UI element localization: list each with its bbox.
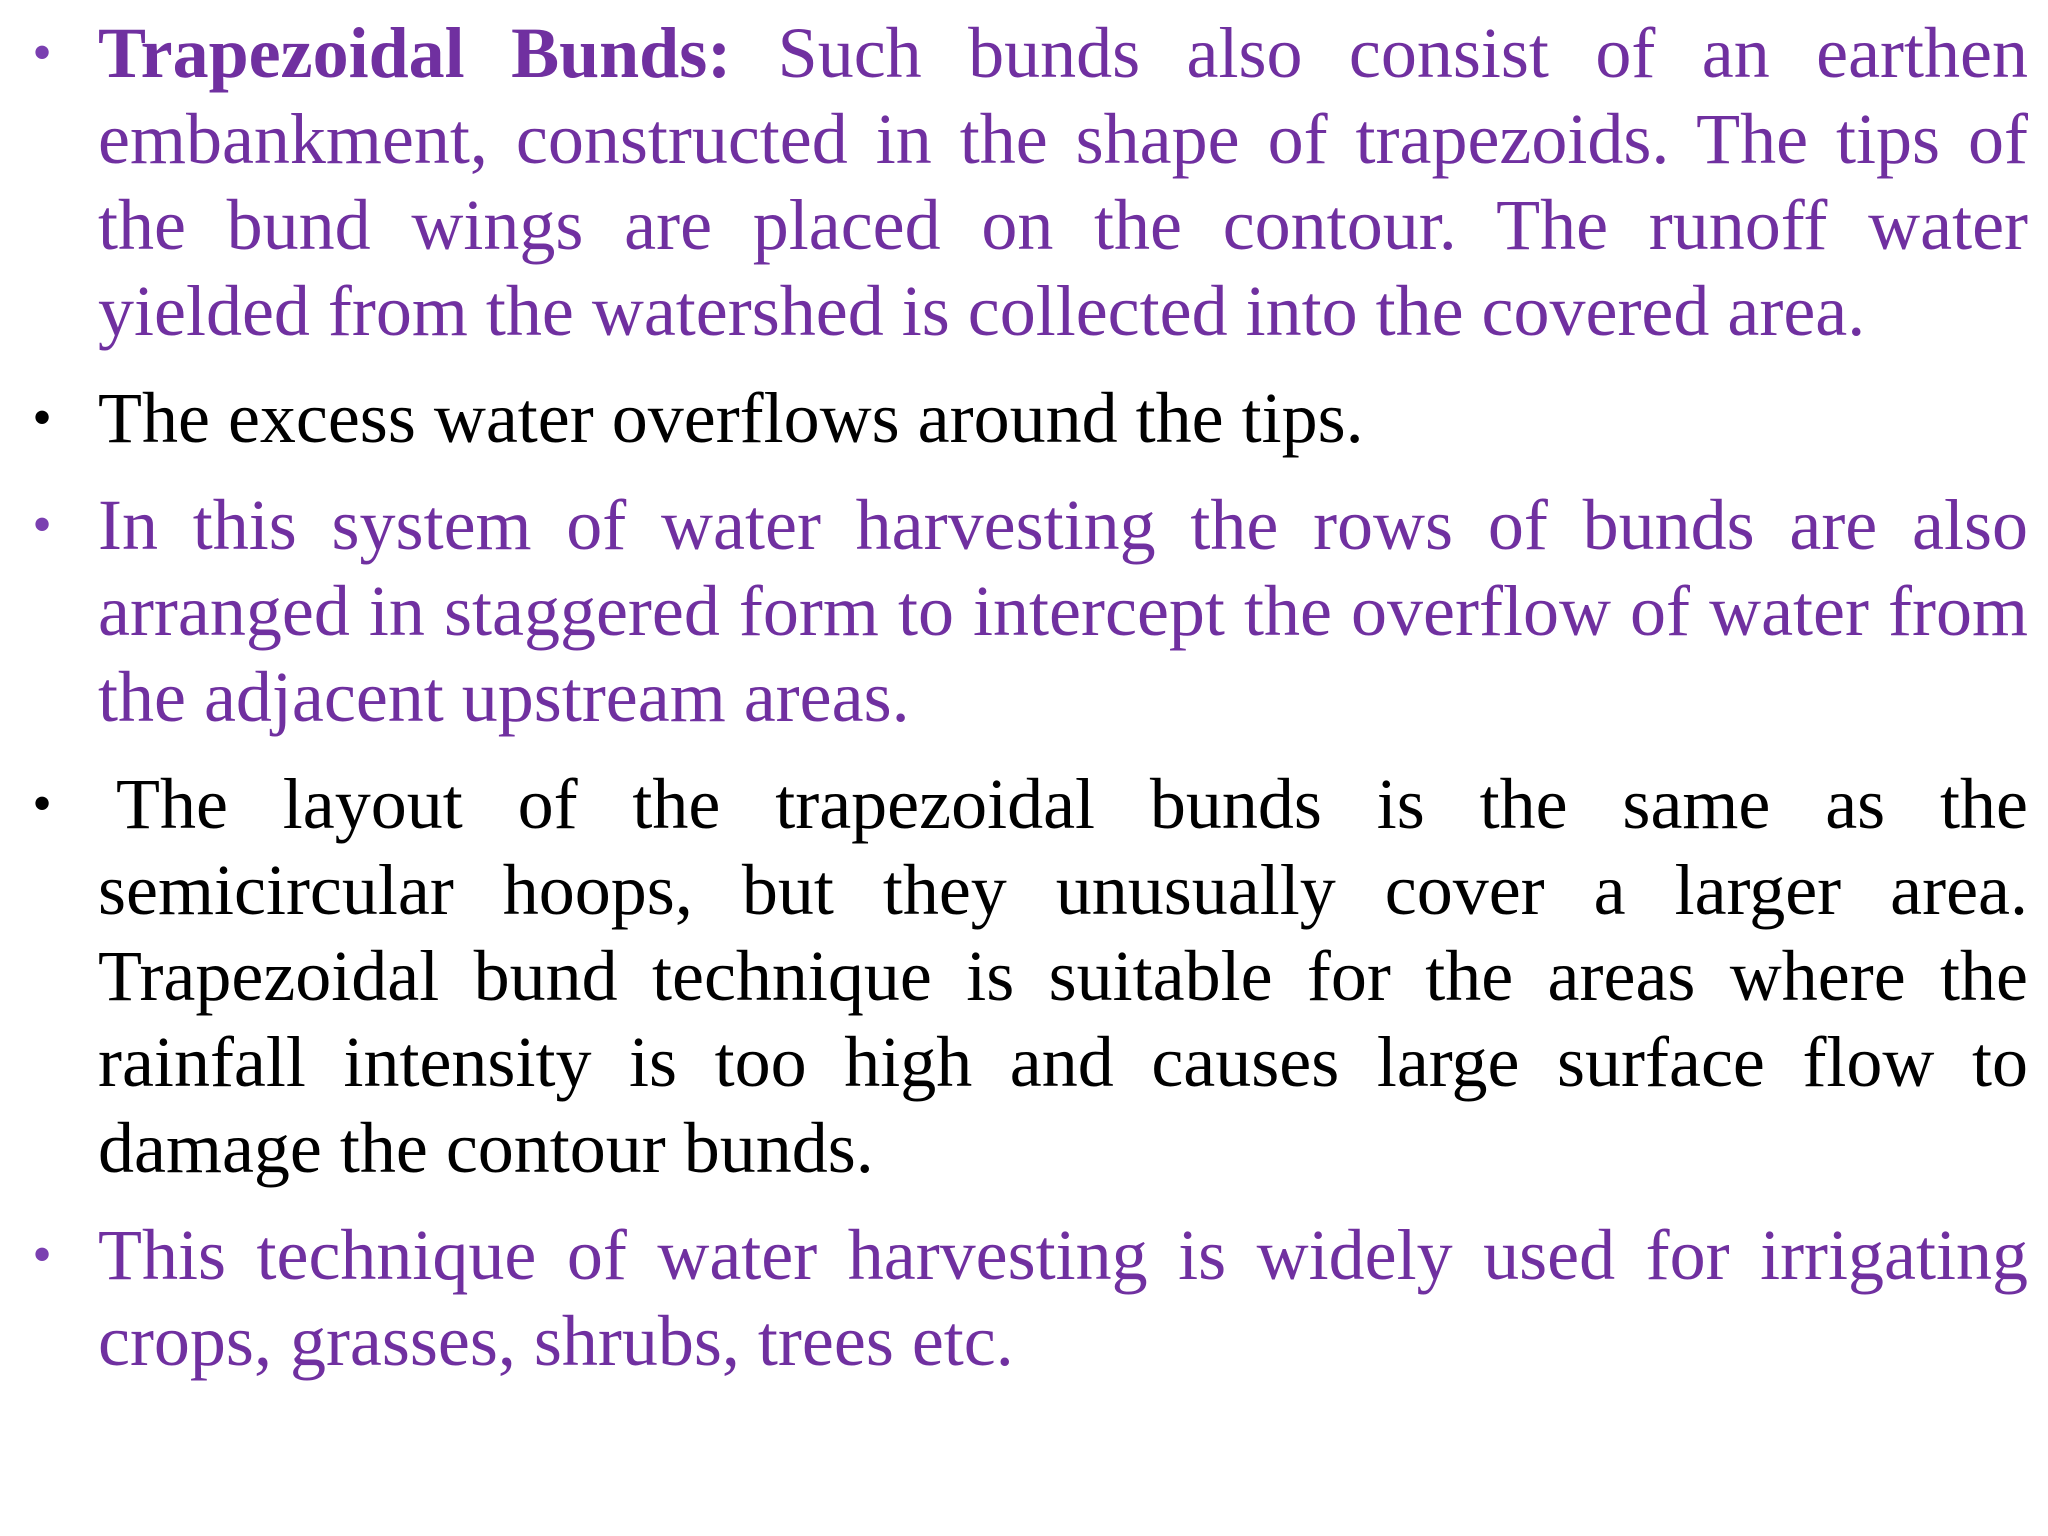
bullet-staggered-rows: [32, 482, 2028, 740]
bullet-dot-icon: •: [32, 773, 52, 835]
bullet-lead-term: Trapezoidal Bunds:: [98, 13, 732, 93]
bullet-dot-icon: •: [32, 494, 52, 556]
bullet-usage: [32, 1212, 2028, 1384]
bullet-text: Such bunds also consist of an earthen embankment, constructed in the shape of trapezoids. The tips of the bund wings are placed on the contour. The runoff water yielded from the watershed is collected into the covered area.: [98, 13, 2028, 351]
bullet-trapezoidal-bunds: [32, 10, 2028, 354]
bullet-list: [32, 10, 2028, 1405]
bullet-text: This technique of water harvesting is widely used for irrigating crops, grasses, shrubs, trees etc.: [98, 1215, 2028, 1381]
bullet-text: The layout of the trapezoidal bunds is the same as the semicircular hoops, but they unusually cover a larger area. Trapezoidal bund technique is suitable for the areas where the rainfall intensity is too high and causes large surface flow to damage the contour bunds.: [98, 764, 2028, 1188]
bullet-dot-icon: •: [32, 22, 52, 84]
bullet-text: In this system of water harvesting the rows of bunds are also arranged in staggered form to intercept the overflow of water from the adjacent upstream areas.: [98, 485, 2028, 737]
bullet-dot-icon: •: [32, 1224, 52, 1286]
bullet-excess-water: [32, 375, 2028, 461]
bullet-text: The excess water overflows around the tips.: [98, 378, 1364, 458]
bullet-layout: [32, 761, 2028, 1191]
bullet-dot-icon: •: [32, 387, 52, 449]
